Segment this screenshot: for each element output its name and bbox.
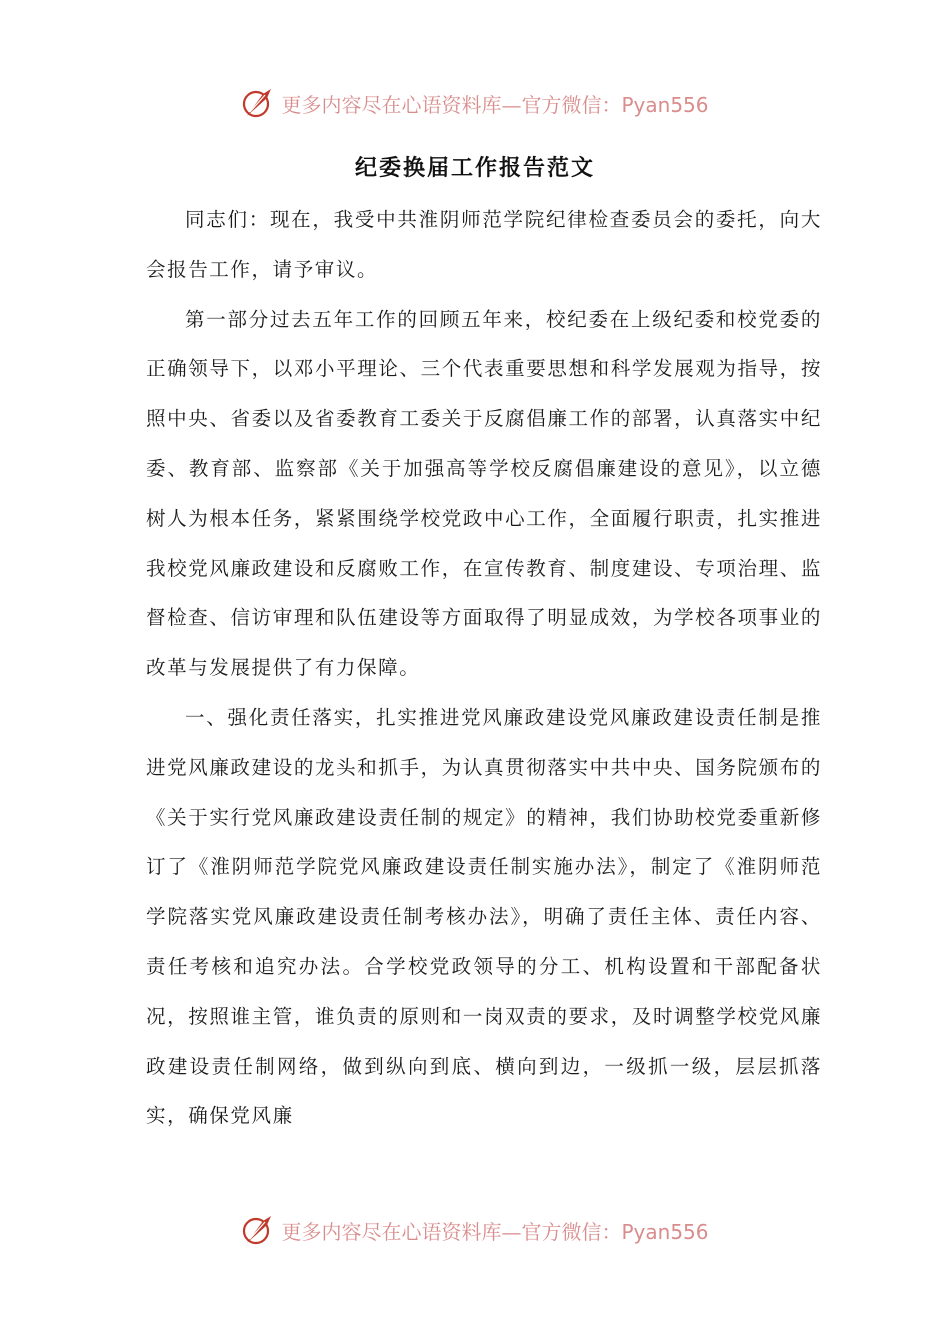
watermark-header — [0, 80, 950, 126]
paragraph-responsibility: 一、强化责任落实，扎实推进党风廉政建设党风廉政建设责任制是推进党风廉政建设的龙头和抓手，为认真贯彻落实中共中央、国务院颁布的《关于实行党风廉政建设责任制的规定》的精神，我们协助校党委重新修订了《淮阴师范学院党风廉政建设责任制实施办法》，制定了《淮阴师范学院落实党风廉政建设责任制考核办法》，明确了责任主体、责任内容、责任考核和追究办法。合学校党政领导的分工、机构设置和干部配备状况，按照谁主管，谁负责的原则和一岗双责的要求，及时调整学校党风廉政建设责任制网络，做到纵向到底、横向到边，一级抓一级，层层抓落实，确保党风廉 — [146, 705, 822, 1128]
watermark-wechat-id: Pyan556 — [621, 92, 709, 117]
document-title: 纪委换届工作报告范文 — [354, 156, 595, 181]
watermark-text: 更多内容尽在心语资料库—官方微信：Pyan556 — [281, 92, 709, 117]
quill-pen-circle-icon — [241, 86, 275, 120]
watermark-footer — [0, 1207, 950, 1253]
paragraph-greeting: 同志们：现在，我受中共淮阴师范学院纪律检查委员会的委托，向大会报告工作，请予审议。 — [146, 208, 822, 281]
paragraph-review: 第一部分过去五年工作的回顾五年来，校纪委在上级纪委和校党委的正确领导下，以邓小平理论、三个代表重要思想和科学发展观为指导，按照中央、省委以及省委教育工委关于反腐倡廉工作的部署，认真落实中纪委、教育部、监察部《关于加强高等学校反腐倡廉建设的意见》，以立德树人为根本任务，紧紧围绕学校党政中心工作，全面履行职责，扎实推进我校党风廉政建设和反腐败工作，在宣传教育、制度建设、专项治理、监督检查、信访审理和队伍建设等方面取得了明显成效，为学校各项事业的改革与发展提供了有力保障。 — [146, 307, 822, 680]
watermark-text: 更多内容尽在心语资料库—官方微信：Pyan556 — [281, 1219, 709, 1244]
quill-pen-circle-icon — [241, 1213, 275, 1247]
document-body — [146, 195, 822, 1141]
watermark-wechat-id: Pyan556 — [621, 1219, 709, 1244]
